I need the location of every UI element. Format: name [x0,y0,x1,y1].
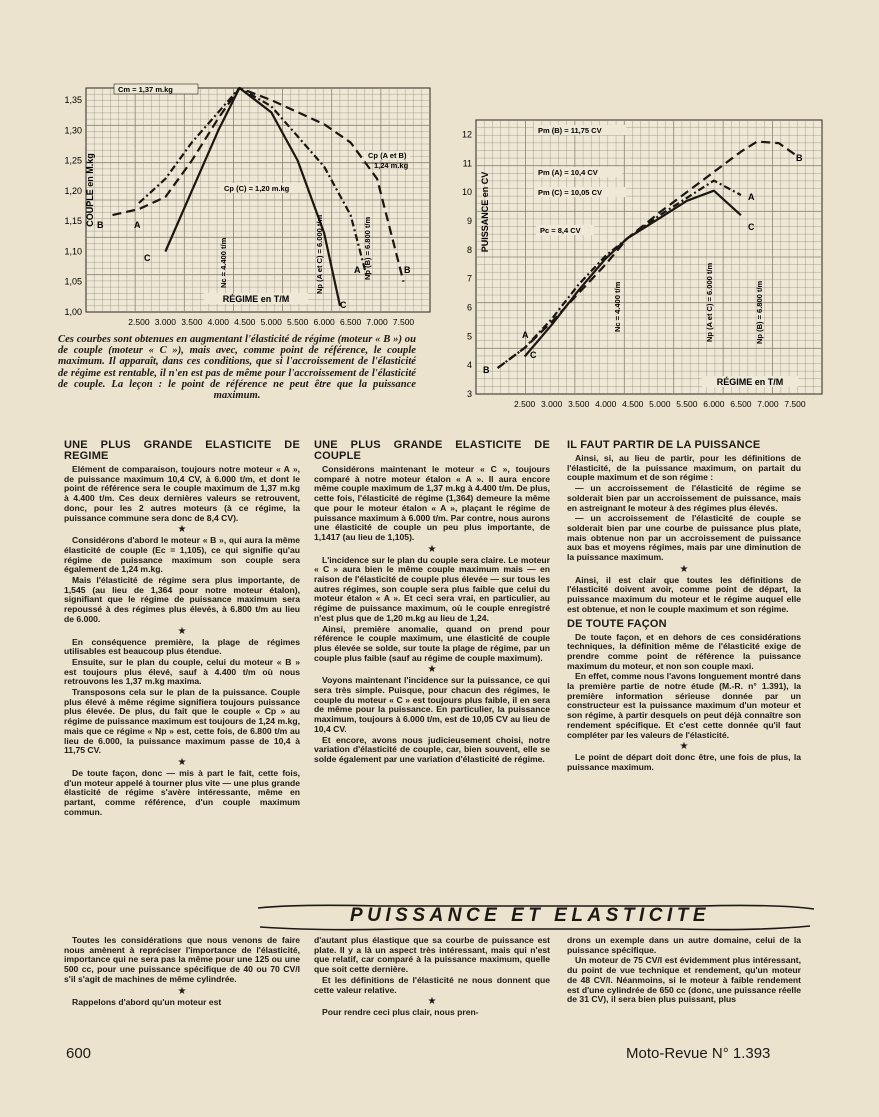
paragraph: Et encore, avons nous judicieusement choisi, notre variation d'élasticité de couple, car, bien souvent, elle se solde également par une variation d'élasticité de régime. [314,734,550,764]
x-tick-label: 6.500 [730,399,752,409]
x-tick-label: 6.000 [703,399,725,409]
y-tick-label: 1,30 [64,125,82,136]
bottom-column-2 [314,936,550,1019]
paragraph: Considérons d'abord le moteur « B », qui aura la même élasticité de couple (Ec = 1,105), ce qui signifie qu'au régime de puissance maximum son couple sera également de 1,24 m.kg. [64,535,300,575]
y-tick-label: 1,05 [64,276,82,287]
nc-annotation: Nc = 4.400 t/m [219,237,228,288]
y-tick-label: 9 [466,215,472,226]
paragraph: Mais l'élasticité de régime sera plus importante, de 1,545 (au lieu de 1,364 pour notre moteur étalon), signifiant que le régime de puissance maximum sera repoussé à des régimes plus élevés, à 6.800 t/m au lieu de 6.000. [64,575,300,624]
paragraph: Ensuite, sur le plan du couple, celui du moteur « B » est toujours plus élevé, sauf à 4.400 t/m où nous retrouvons les 1,37 m.kg maxima. [64,656,300,687]
paragraph: Et les définitions de l'élasticité ne nous donnent que cette valeur relative. [314,974,550,995]
star-separator: ★ [177,985,187,997]
section-heading: IL FAUT PARTIR DE LA PUISSANCE [567,439,761,451]
paragraph: De toute façon, et en dehors de ces considérations techniques, la définition même de l'élasticité exige de prendre comme point de référence la puissance maximum du moteur, et non son couple maxi. [567,631,801,671]
x-tick-label: 2.500 [128,317,150,327]
y-tick-label: 11 [462,158,472,169]
star-separator: ★ [427,664,437,676]
paragraph: L'incidence sur le plan du couple sera claire. Le moteur « C » aura bien le même couple maximum mais — en raison de l'élasticité de couple plus élevée — sur tous les autres régimes, son couple sera plus faible que celui du moteur étalon « A ». Et ceci sera vrai, en particulier, au régime de puissance maximum, où le couple enregistré n'est plus que de 1,20 m.kg au lieu de 1,24. [314,554,550,623]
x-tick-label: 3.000 [154,317,177,327]
y-tick-label: 4 [466,360,472,371]
paragraph: Considérons maintenant le moteur « C », toujours comparé à notre moteur étalon « A ». Il aura encore même couple maximum de 1,37 m.kg à 4.400 t/m. De plus, cette fois, l'élasticité de régime (1,364) demeure la même que pour le moteur étalon « A », plaçant le régime de puissance maximum à 6.000 t/m. Par contre, nous aurons une élasticité de couple un peu plus importante, de 1,1417 (au lieu de 1,105). [314,464,550,542]
x-tick-label: 4.000 [595,399,617,409]
page-number: 600 [66,1045,92,1062]
curve-label: C [144,253,151,263]
paragraph: Le point de départ doit donc être, une fois de plus, la puissance maximum. [567,752,801,772]
paragraph: drons un exemple dans un autre domaine, celui de la puissance spécifique. [567,935,801,955]
paragraph: Toutes les considérations que nous venons de faire nous amènent à repréciser l'importance de l'élasticité, importance qui ne sera pas la même pour une 125 ou une 500 cc, pour une puissance spécifique de 40 ou 70 CV/l s'il s'agit de machines de même cylindrée. [64,935,300,984]
pm-a-annotation: Pm (A) = 10,4 CV [538,168,598,177]
cp-ab-value-annotation: 1,24 m.kg [374,161,409,170]
star-separator: ★ [679,741,689,753]
pc-annotation: Pc = 8,4 CV [540,226,581,235]
y-tick-label: 1,25 [64,155,82,166]
curve-label: A [354,265,361,275]
x-tick-label: 5.500 [287,317,309,327]
x-tick-label: 4.000 [207,317,229,327]
y-tick-label: 1,10 [64,246,82,257]
pm-c-annotation: Pm (C) = 10,05 CV [538,188,602,197]
curve-label: A [134,220,141,230]
x-tick-label: 7.500 [784,399,806,409]
paragraph: Voyons maintenant l'incidence sur la puissance, ce qui sera très simple. Puisque, pour chacun des régimes, le couple du moteur « C » est toujours plus faible, il en sera de même pour la puissance. En particulier, la puissance maximum, toujours à 6.000 t/m, est de 10,05 CV au lieu de 10,4 CV. [314,675,550,734]
power-chart [452,112,826,414]
section-heading: UNE PLUS GRANDE ELASTICITE DE COUPLE [314,439,550,462]
pm-b-annotation: Pm (B) = 11,75 CV [538,126,602,135]
paragraph: En conséquence première, la plage de régimes utilisables est beaucoup plus étendue. [64,636,300,657]
np-ac-annotation: Np (A et C) = 6.000 t/m [315,214,324,294]
np-ac-annotation: Np (A et C) = 6.000 t/m [705,262,714,342]
cp-ab-annotation: Cp (A et B) [368,151,407,160]
paragraph: d'autant plus élastique que sa courbe de puissance est plate. Il y a là un aspect très intéressant, mais qui n'est que relatif, car comparé à la puissance maximum, quelle que soit cette dernière. [314,935,550,975]
curve-label: B [796,153,803,163]
cp-c-annotation: Cp (C) = 1,20 m.kg [224,184,290,193]
star-separator: ★ [427,996,437,1008]
star-separator: ★ [679,563,689,575]
column-2 [314,440,550,766]
paragraph: — un accroissement de l'élasticité de couple se solderait bien par une courbe de puissance plus plate, mais obtenue non par un accroissement de puissance aux bas et moyens régimes, mais par une diminution de la puissance maximum. [567,513,801,563]
paragraph: Ainsi, il est clair que toutes les définitions de l'élasticité doivent avoir, comme point de départ, la puissance maximum du moteur et le régime auquel elle est obtenue, et non le couple maximum et son régime. [567,574,801,614]
x-tick-label: 3.500 [181,317,203,327]
paragraph: Pour rendre ceci plus clair, nous pren- [322,1007,479,1018]
y-tick-label: 1,00 [64,307,82,317]
paragraph: En effet, comme nous l'avons longuement montré dans la première partie de notre étude (M.-R. n° 1.391), la première information sérieuse donnée par un constructeur est la puissance maximum d'un moteur et son régime, à partir desquels on peut déjà connaître son rendement spécifique. Et c'est cette donnée qu'il faut compléter par les valeurs de l'élasticité. [567,671,801,740]
section-heading: UNE PLUS GRANDE ELASTICITE DE REGIME [64,439,300,462]
y-tick-label: 5 [466,331,472,342]
curve-label: B [404,265,411,275]
curve-label: B [97,220,104,230]
star-separator: ★ [177,625,187,637]
power-y-axis-label: PUISSANCE en CV [480,171,490,253]
figure-caption: Ces courbes sont obtenues en augmentant l'élasticité de régime (moteur « B ») ou de couple (moteur « C »), mais avec, comme point de référence, le couple maximum. Il apparaît, dans ces conditions, que si l'accroissement de l'élasticité de régime est rentable, il n'en est pas de même pour l'accroissement de l'élasticité de couple. La leçon : le point de référence ne peut être que la puissance maximum. [58,334,416,402]
x-tick-label: 6.000 [313,317,335,327]
paragraph: Transposons cela sur le plan de la puissance. Couple plus élevé à même régime signifiera toujours puissance plus élevée. De plus, du fait que le couple « Cp » au régime de puissance maximum est toujours de 1,24 m.kg, mais que ce régime « Np » est, cette fois, de 6.800 t/m au lieu de 6.000, la puissance maximum passe de 10,4 à 11,75 CV. [64,687,300,756]
y-tick-label: 1,20 [64,185,82,196]
y-tick-label: 1,35 [64,95,82,106]
torque-y-axis-label: COUPLE en M.kg [85,153,95,227]
x-tick-label: 7.000 [757,399,779,409]
x-tick-label: 3.000 [541,399,563,409]
torque-x-axis-label: RÉGIME en T/M [222,294,290,304]
star-separator: ★ [177,756,187,768]
y-tick-label: 12 [461,129,472,140]
y-tick-label: 6 [466,302,472,313]
bottom-column-3 [567,936,801,1006]
curve-label: C [748,222,755,232]
x-tick-label: 7.500 [392,317,415,327]
star-separator: ★ [427,543,437,555]
np-b-annotation: Np (B) = 6.800 t/m [755,280,764,344]
y-tick-label: 10 [461,187,472,198]
x-tick-label: 5.500 [676,399,698,409]
cm-annotation: Cm = 1,37 m.kg [118,85,173,94]
power-x-axis-label: RÉGIME en T/M [716,377,784,387]
section-heading: DE TOUTE FAÇON [567,617,667,630]
star-separator: ★ [177,524,187,536]
paragraph: Ainsi, si, au lieu de partir, pour les définitions de l'élasticité, de la puissance maximum, on partait du couple maximum et de son régime : [567,453,801,483]
paragraph: — un accroissement de l'élasticité de régime se solderait bien par un accroissement de puissance, mais en astreignant le moteur à des régimes plus élevés. [567,483,801,513]
x-tick-label: 7.000 [366,317,388,327]
paragraph: Ainsi, première anomalie, quand on prend pour référence le couple maximum, une élasticité de couple plus élevée se solde, sur toute la plage de régime, par un couple plus faible (sauf au régime de couple maximum). [314,623,550,663]
magazine-issue: Moto-Revue N° 1.393 [626,1045,771,1062]
x-tick-label: 5.000 [649,399,671,409]
x-tick-label: 4.500 [234,317,256,327]
curve-label: C [530,350,537,360]
paragraph: Un moteur de 75 CV/l est évidemment plus intéressant, du point de vue technique et rendement, qu'un moteur de 48 CV/l. Néanmoins, si le moteur à faible rendement est d'une cylindrée de 650 cc (donc, une puissance réelle de 31 CV), il sera bien plus puissant, plus [567,955,801,1005]
y-tick-label: 8 [466,244,472,255]
curve-label: B [483,365,490,375]
curve-label: A [748,192,755,202]
curve-label: C [340,300,347,310]
x-tick-label: 6.500 [339,317,362,327]
bottom-column-1 [64,936,300,1008]
x-tick-label: 3.500 [568,399,590,409]
y-tick-label: 1,15 [64,216,82,227]
column-3 [567,440,801,774]
curve-label: A [522,330,529,340]
paragraph: De toute façon, donc — mis à part le fait, cette fois, d'un moteur appelé à tourner plus vite — une plus grande élasticité de régime s'avère intéressante, même en partant, comme référence, d'un couple maximum commun. [64,767,300,817]
paragraph: Elément de comparaison, toujours notre moteur « A », de puissance maximum 10,4 CV, à 6.000 t/m, et dont le point de référence sera le couple maximum de 1,37 m.kg à 4.400 t/m. Ces deux dernières valeurs se retrouvent, donc, pour les 2 autres moteurs (à ce régime, la puissance commune sera donc de 8,4 CV). [64,464,300,523]
y-tick-label: 3 [466,389,472,399]
torque-chart [52,80,434,332]
y-tick-label: 7 [466,273,472,284]
nc-annotation: Nc = 4.400 t/m [613,281,622,332]
x-tick-label: 2.500 [514,399,536,409]
x-tick-label: 5.000 [260,317,282,327]
np-b-annotation: Np (B) = 6.800 t/m [363,216,372,280]
x-tick-label: 4.500 [622,399,644,409]
column-1 [64,440,300,819]
paragraph: Rappelons d'abord qu'un moteur est [72,996,222,1007]
section-banner-title: PUISSANCE ET ELASTICITE [349,905,711,926]
